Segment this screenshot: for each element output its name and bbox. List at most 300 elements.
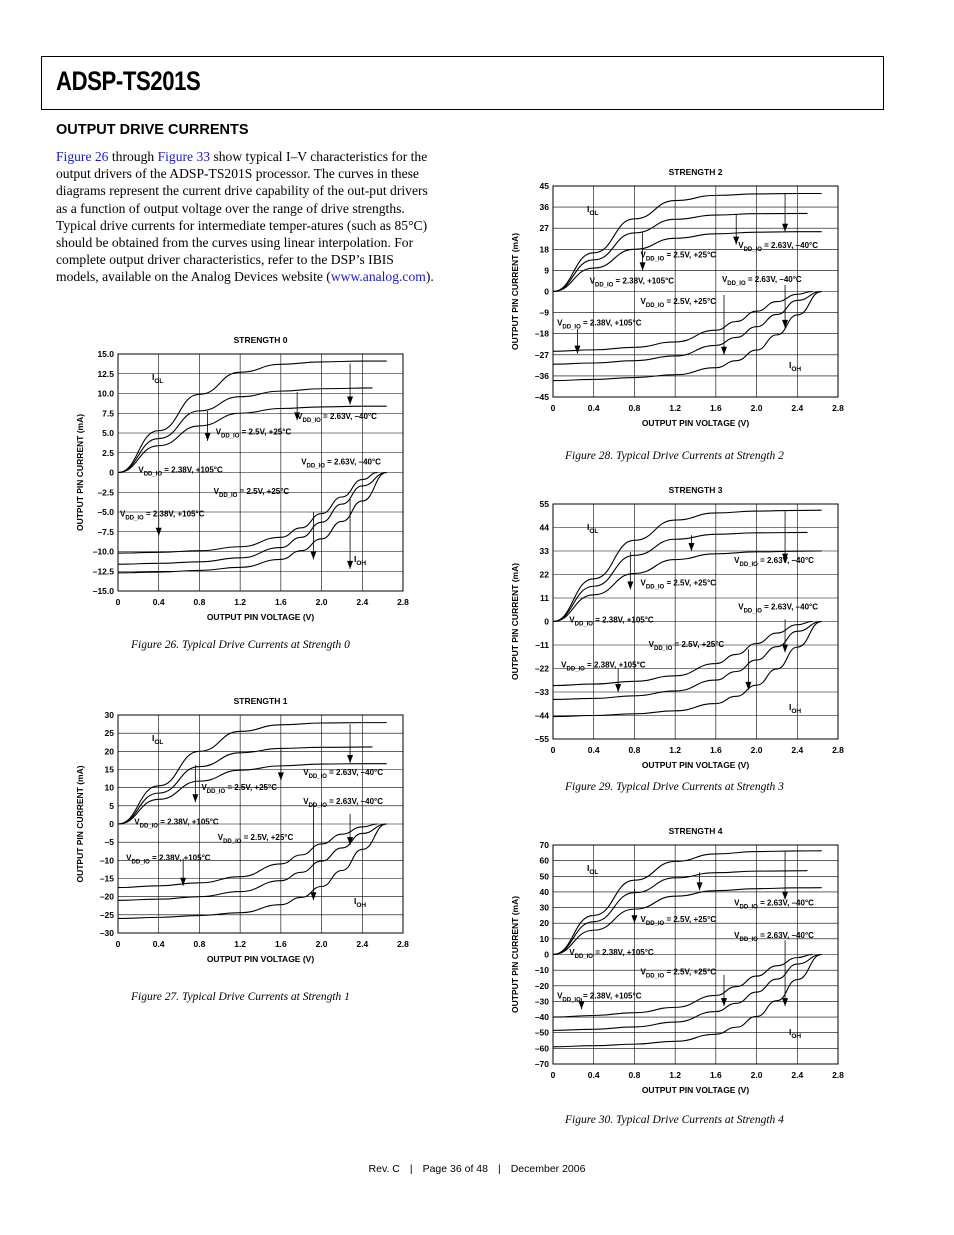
y-tick-label: 15 — [104, 764, 114, 775]
condition-main: V — [126, 853, 132, 863]
condition-value: = 2.63V, –40°C — [761, 241, 818, 251]
condition-subscript: DD_IO — [306, 463, 325, 470]
y-tick-label: –30 — [99, 928, 114, 938]
footer-separator: | — [497, 1163, 501, 1175]
y-tick-label: –2.5 — [97, 487, 114, 498]
x-tick-label: 1.2 — [669, 403, 682, 413]
condition-label — [641, 579, 717, 591]
condition-label — [216, 428, 292, 440]
condition-subscript: DD_IO — [645, 920, 665, 927]
condition-value: = 2.38V, +105°C — [149, 853, 211, 863]
y-tick-label: –20 — [99, 891, 114, 902]
y-tick-label: 9 — [544, 265, 549, 276]
x-tick-label: 2.0 — [750, 403, 763, 413]
y-tick-label: –5.0 — [97, 507, 114, 517]
ioh-label — [789, 702, 801, 715]
y-tick-label: 0 — [544, 949, 549, 960]
x-tick-label: 0 — [115, 939, 121, 949]
condition-subscript: DD_IO — [645, 973, 665, 980]
section-title: OUTPUT DRIVE CURRENTS — [56, 122, 249, 138]
y-tick-label: –15 — [99, 873, 114, 884]
x-tick-label: 0 — [550, 1070, 556, 1080]
y-tick-label: –25 — [99, 909, 114, 920]
iol-main: I — [152, 733, 155, 743]
arrow-head — [205, 433, 211, 441]
condition-subscript: DD_IO — [743, 608, 762, 615]
x-axis-label: OUTPUT PIN VOLTAGE (V) — [641, 1085, 750, 1095]
x-tick-label: 2.4 — [356, 939, 369, 949]
x-tick-label: 2.0 — [315, 597, 328, 607]
condition-value: = 2.63V, –40°C — [757, 898, 814, 908]
x-tick-label: 2.4 — [356, 597, 369, 607]
condition-value: = 2.5V, +25°C — [664, 297, 717, 307]
condition-value: = 2.38V, +105°C — [592, 948, 654, 958]
y-tick-label: 40 — [539, 886, 549, 897]
condition-main: V — [561, 660, 567, 670]
ioh-subscript: OH — [356, 902, 367, 909]
x-tick-label: 2.4 — [791, 745, 804, 755]
iol-main: I — [587, 204, 590, 214]
iol-subscript: OL — [154, 378, 164, 385]
condition-subscript: DD_IO — [739, 904, 758, 911]
condition-subscript: DD_IO — [727, 281, 746, 288]
x-tick-label: 0 — [115, 597, 121, 607]
y-tick-label: –60 — [534, 1043, 549, 1054]
ioh-label — [354, 554, 366, 567]
condition-value: = 2.38V, +105°C — [162, 465, 223, 475]
condition-main: V — [734, 898, 740, 908]
y-tick-label: –22 — [534, 663, 549, 674]
ioh-main: I — [789, 1027, 792, 1037]
x-tick-label: 2.4 — [791, 1070, 804, 1080]
y-tick-label: –30 — [534, 996, 549, 1007]
chart-strength-2 — [495, 160, 855, 440]
chart-strength-1 — [60, 692, 420, 972]
arrow-head — [745, 682, 751, 690]
page-footer — [0, 1163, 954, 1175]
condition-value: = 2.5V, +25°C — [237, 486, 290, 496]
figure-30-caption: Figure 30. Typical Drive Currents at Strength 4 — [565, 1114, 784, 1126]
chart-title: STRENGTH 1 — [233, 696, 288, 706]
condition-value: = 2.38V, +105°C — [613, 276, 675, 286]
x-tick-label: 0.4 — [587, 403, 600, 413]
condition-value: = 2.63V, –40°C — [761, 602, 818, 612]
condition-value: = 2.63V, –40°C — [320, 411, 377, 421]
arrow-head — [192, 794, 198, 802]
y-tick-label: 20 — [539, 918, 549, 929]
condition-label — [126, 853, 211, 865]
condition-label — [734, 899, 814, 911]
condition-main: V — [120, 509, 126, 519]
y-tick-label: 30 — [539, 902, 549, 913]
y-tick-label: –10.0 — [92, 546, 114, 557]
x-tick-label: 0.4 — [587, 1070, 600, 1080]
y-axis-label: OUTPUT PIN CURRENT (mA) — [75, 413, 85, 532]
condition-main: V — [734, 555, 740, 565]
page-number: Page 36 of 48 — [422, 1163, 488, 1175]
chart-title: STRENGTH 4 — [668, 826, 723, 836]
condition-main: V — [213, 486, 220, 496]
condition-label — [590, 276, 675, 288]
y-tick-label: 22 — [539, 569, 549, 580]
condition-main: V — [640, 578, 646, 588]
x-tick-label: 1.2 — [234, 597, 247, 607]
y-tick-label: 36 — [539, 202, 549, 213]
arrow-head — [347, 755, 353, 763]
x-tick-label: 1.2 — [669, 1070, 682, 1080]
y-tick-label: –5 — [104, 837, 114, 848]
y-tick-label: –27 — [534, 349, 549, 360]
figure-26-link[interactable]: Figure 26 — [56, 149, 109, 164]
condition-subscript: DD_IO — [308, 803, 327, 810]
condition-main: V — [640, 914, 646, 924]
arrow-head — [347, 561, 353, 569]
iol-main: I — [587, 522, 590, 532]
x-tick-label: 0 — [550, 745, 556, 755]
y-tick-label: –12.5 — [92, 566, 114, 577]
condition-subscript: DD_IO — [594, 282, 614, 289]
x-tick-label: 1.6 — [274, 597, 287, 607]
y-axis-label: OUTPUT PIN CURRENT (mA) — [510, 232, 520, 351]
condition-label — [303, 797, 383, 809]
ioh-subscript: OH — [791, 1033, 802, 1040]
condition-main: V — [301, 457, 307, 467]
y-tick-label: 27 — [539, 223, 549, 234]
x-tick-label: 2.0 — [750, 1070, 763, 1080]
x-tick-label: 1.6 — [709, 1070, 722, 1080]
x-tick-label: 0.8 — [628, 745, 641, 755]
x-axis-label: OUTPUT PIN VOLTAGE (V) — [206, 612, 315, 622]
y-tick-label: –70 — [534, 1059, 549, 1069]
y-tick-label: 5.0 — [102, 428, 114, 438]
y-tick-label: 18 — [539, 244, 549, 255]
condition-label — [738, 602, 818, 614]
condition-subscript: DD_IO — [566, 666, 585, 673]
condition-subscript: DD_IO — [221, 433, 240, 440]
y-tick-label: 11 — [540, 593, 549, 603]
condition-main: V — [134, 817, 140, 827]
x-tick-label: 2.8 — [397, 939, 409, 949]
x-tick-label: 2.8 — [832, 403, 844, 413]
x-tick-label: 0.4 — [152, 597, 165, 607]
condition-label — [214, 487, 290, 499]
y-tick-label: –40 — [534, 1012, 549, 1023]
y-tick-label: 25 — [104, 728, 114, 739]
condition-subscript: DD_IO — [645, 584, 665, 591]
condition-subscript: DD_IO — [562, 324, 581, 331]
y-tick-label: 70 — [539, 840, 549, 850]
condition-value: = 2.5V, +25°C — [672, 640, 725, 650]
figure-27-caption: Figure 27. Typical Drive Currents at Strength 1 — [131, 991, 350, 1003]
y-tick-label: –50 — [534, 1027, 549, 1038]
y-tick-label: 50 — [539, 871, 549, 882]
x-tick-label: 2.4 — [791, 403, 804, 413]
condition-subscript: DD_IO — [739, 561, 758, 568]
condition-label — [201, 783, 277, 795]
condition-value: = 2.5V, +25°C — [664, 578, 717, 588]
condition-subscript: DD_IO — [574, 621, 593, 628]
x-axis-label: OUTPUT PIN VOLTAGE (V) — [641, 760, 750, 770]
y-axis-label: OUTPUT PIN CURRENT (mA) — [510, 895, 520, 1014]
condition-subscript: DD_IO — [143, 471, 163, 478]
iol-label — [587, 204, 598, 217]
condition-value: = 2.63V, –40°C — [745, 275, 802, 285]
condition-subscript: DD_IO — [645, 303, 665, 310]
intro-paragraph — [56, 148, 436, 286]
condition-main: V — [217, 832, 224, 842]
condition-main: V — [738, 241, 744, 251]
condition-main: V — [303, 797, 309, 807]
x-tick-label: 2.8 — [832, 745, 844, 755]
condition-main: V — [734, 931, 740, 941]
iol-main: I — [152, 372, 155, 382]
footer-separator: | — [409, 1163, 413, 1175]
x-axis-label: OUTPUT PIN VOLTAGE (V) — [206, 954, 315, 964]
arrow-head — [640, 262, 646, 270]
y-tick-label: –45 — [534, 392, 549, 402]
condition-subscript: DD_IO — [206, 789, 226, 796]
condition-main: V — [640, 297, 646, 307]
iol-subscript: OL — [589, 210, 599, 217]
x-tick-label: 1.6 — [709, 745, 722, 755]
chart-strength-0 — [60, 330, 420, 630]
condition-label — [569, 615, 654, 627]
condition-value: = 2.63V, –40°C — [326, 797, 383, 807]
ioh-main: I — [354, 554, 357, 564]
ioh-main: I — [789, 702, 792, 712]
y-tick-label: 44 — [539, 522, 549, 533]
arrow-head — [627, 581, 633, 589]
condition-label — [138, 466, 223, 478]
condition-value: = 2.63V, –40°C — [757, 931, 814, 941]
ioh-subscript: OH — [356, 560, 367, 567]
condition-subscript: DD_IO — [308, 773, 327, 780]
arrow-head — [782, 998, 788, 1006]
y-tick-label: –18 — [534, 328, 549, 339]
x-tick-label: 0 — [550, 403, 556, 413]
condition-main: V — [648, 640, 655, 650]
y-tick-label: 30 — [104, 710, 114, 720]
y-tick-label: 10.0 — [97, 388, 114, 399]
ioh-label — [354, 896, 366, 909]
figure-33-link[interactable]: Figure 33 — [157, 149, 211, 164]
condition-label — [120, 510, 205, 522]
iol-subscript: OL — [589, 869, 599, 876]
y-tick-label: 0 — [109, 467, 114, 478]
iol-main: I — [587, 863, 590, 873]
ioh-main: I — [789, 360, 792, 370]
condition-value: = 2.5V, +25°C — [664, 250, 717, 260]
y-axis-label: OUTPUT PIN CURRENT (mA) — [510, 562, 520, 681]
condition-value: = 2.63V, –40°C — [324, 457, 381, 467]
revision-label: Rev. C — [368, 1163, 400, 1175]
condition-main: V — [640, 967, 646, 977]
y-tick-label: 0 — [109, 819, 114, 829]
condition-main: V — [569, 948, 575, 958]
condition-subscript: DD_IO — [302, 417, 321, 424]
condition-label — [557, 318, 642, 330]
arrow-head — [782, 224, 788, 232]
arrow-head — [721, 347, 727, 355]
y-tick-label: 0 — [544, 286, 549, 297]
condition-value: = 2.38V, +105°C — [157, 817, 219, 827]
series-line — [553, 622, 813, 686]
y-tick-label: 10 — [104, 782, 114, 793]
ioh-subscript: OH — [791, 366, 802, 373]
y-tick-label: –7.5 — [97, 526, 114, 537]
condition-value: = 2.38V, +105°C — [592, 615, 654, 625]
condition-label — [641, 968, 717, 980]
y-tick-label: 5 — [109, 800, 114, 811]
condition-subscript: DD_IO — [223, 838, 242, 845]
condition-label — [301, 458, 381, 470]
condition-value: = 2.5V, +25°C — [241, 832, 294, 842]
condition-subscript: DD_IO — [739, 937, 758, 944]
x-tick-label: 0.8 — [193, 939, 206, 949]
y-tick-label: –36 — [534, 370, 549, 381]
ioh-main: I — [354, 896, 357, 906]
x-axis-label: OUTPUT PIN VOLTAGE (V) — [641, 418, 750, 428]
condition-value: = 2.5V, +25°C — [225, 783, 277, 793]
arrow-head — [310, 892, 316, 900]
y-tick-label: –44 — [534, 710, 549, 721]
condition-value: = 2.5V, +25°C — [664, 914, 717, 924]
condition-subscript: DD_IO — [654, 646, 673, 653]
condition-main: V — [589, 276, 595, 286]
y-tick-label: 20 — [104, 746, 114, 757]
arrow-head — [310, 551, 316, 559]
condition-label — [734, 556, 814, 568]
condition-main: V — [303, 767, 309, 777]
y-tick-label: –10 — [99, 855, 114, 866]
iol-subscript: OL — [154, 739, 164, 746]
condition-subscript: DD_IO — [574, 954, 593, 961]
y-tick-label: –11 — [535, 640, 549, 650]
iol-label — [587, 863, 598, 876]
iol-label — [152, 733, 163, 746]
ioh-label — [789, 1027, 801, 1040]
ioh-label — [789, 360, 801, 373]
x-tick-label: 1.2 — [234, 939, 247, 949]
y-tick-label: –10 — [534, 965, 549, 976]
x-tick-label: 1.6 — [274, 939, 287, 949]
x-tick-label: 0.8 — [628, 1070, 641, 1080]
condition-value: = 2.38V, +105°C — [580, 991, 642, 1001]
condition-subscript: DD_IO — [645, 256, 665, 263]
condition-label — [297, 412, 377, 424]
y-tick-label: –9 — [539, 307, 549, 318]
x-tick-label: 0.4 — [152, 939, 165, 949]
arrow-head — [574, 346, 580, 354]
condition-main: V — [738, 602, 744, 612]
condition-main: V — [640, 250, 646, 260]
condition-value: = 2.38V, +105°C — [143, 509, 205, 519]
y-tick-label: –33 — [534, 687, 549, 697]
condition-main: V — [138, 465, 144, 475]
y-axis-label: OUTPUT PIN CURRENT (mA) — [75, 765, 85, 883]
condition-label — [734, 931, 814, 943]
condition-value: = 2.63V, –40°C — [326, 767, 383, 777]
intro-text-3: ). — [425, 269, 434, 285]
arrow-head — [615, 684, 621, 692]
y-tick-label: 12.5 — [97, 368, 114, 379]
condition-label — [641, 915, 717, 927]
condition-label — [722, 275, 802, 287]
condition-label — [641, 251, 717, 263]
condition-label — [649, 640, 725, 652]
condition-subscript: DD_IO — [125, 515, 144, 522]
chart-strength-4 — [495, 820, 855, 1100]
iol-subscript: OL — [589, 528, 599, 535]
condition-subscript: DD_IO — [219, 492, 238, 499]
chart-title: STRENGTH 2 — [668, 167, 723, 177]
arrow-head — [721, 998, 727, 1006]
arrow-head — [688, 543, 694, 551]
website-link[interactable]: www.analog.com — [330, 269, 426, 285]
y-tick-label: 33 — [539, 546, 549, 556]
chart-strength-3 — [495, 480, 855, 770]
condition-label — [738, 241, 818, 253]
condition-main: V — [557, 318, 563, 328]
condition-label — [569, 948, 654, 960]
condition-main: V — [721, 275, 728, 285]
y-tick-label: 15.0 — [97, 349, 114, 359]
y-tick-label: 0 — [544, 616, 549, 627]
condition-subscript: DD_IO — [743, 247, 762, 254]
y-tick-label: 55 — [539, 499, 549, 509]
condition-subscript: DD_IO — [562, 997, 581, 1004]
condition-value: = 2.38V, +105°C — [584, 660, 646, 670]
intro-text-2: show typical I–V characteristics for the output drivers of the ADSP-TS201S processor. The curves in these diagrams represent the current drive capability of the out-put drivers as a function of output voltage over the range of drive strengths. Typical drive currents for intermediate temper-atures (such as 85°C) should be obtained from the curves using linear interpolation. For complete output driver characteristics, refer to the DSP’s IBIS models, available on the Analog Devices website ( — [56, 149, 428, 285]
condition-main: V — [201, 783, 207, 793]
y-tick-label: 7.5 — [102, 408, 114, 419]
condition-label — [561, 661, 646, 673]
arrow-head — [278, 772, 284, 780]
arrow-head — [347, 397, 353, 405]
condition-value: = 2.63V, –40°C — [757, 555, 814, 565]
condition-label — [641, 297, 717, 309]
condition-subscript: DD_IO — [139, 823, 158, 830]
arrow-head — [631, 915, 637, 923]
intro-text-1: through — [108, 149, 158, 164]
x-tick-label: 2.8 — [832, 1070, 844, 1080]
y-tick-label: 2.5 — [102, 447, 114, 458]
arrow-head — [697, 882, 703, 890]
ioh-subscript: OH — [791, 708, 802, 715]
y-tick-label: 60 — [539, 855, 549, 866]
y-tick-label: –15.0 — [92, 586, 114, 596]
chart-title: STRENGTH 0 — [233, 335, 288, 345]
condition-main: V — [297, 411, 303, 421]
condition-main: V — [569, 615, 575, 625]
x-tick-label: 2.0 — [315, 939, 328, 949]
condition-value: = 2.38V, +105°C — [580, 318, 642, 328]
y-tick-label: –20 — [534, 980, 549, 991]
footer-date: December 2006 — [510, 1163, 586, 1175]
x-tick-label: 1.2 — [669, 745, 682, 755]
document-title: ADSP-TS201S — [56, 66, 201, 96]
figure-29-caption: Figure 29. Typical Drive Currents at Strength 3 — [565, 781, 784, 793]
y-tick-label: 10 — [539, 933, 549, 944]
x-tick-label: 0.8 — [193, 597, 206, 607]
x-tick-label: 2.8 — [397, 597, 409, 607]
y-tick-label: –55 — [534, 734, 549, 744]
condition-label — [134, 818, 219, 830]
condition-subscript: DD_IO — [131, 859, 150, 866]
arrow-head — [782, 644, 788, 652]
condition-main: V — [215, 427, 222, 437]
figure-28-caption: Figure 28. Typical Drive Currents at Strength 2 — [565, 450, 784, 462]
